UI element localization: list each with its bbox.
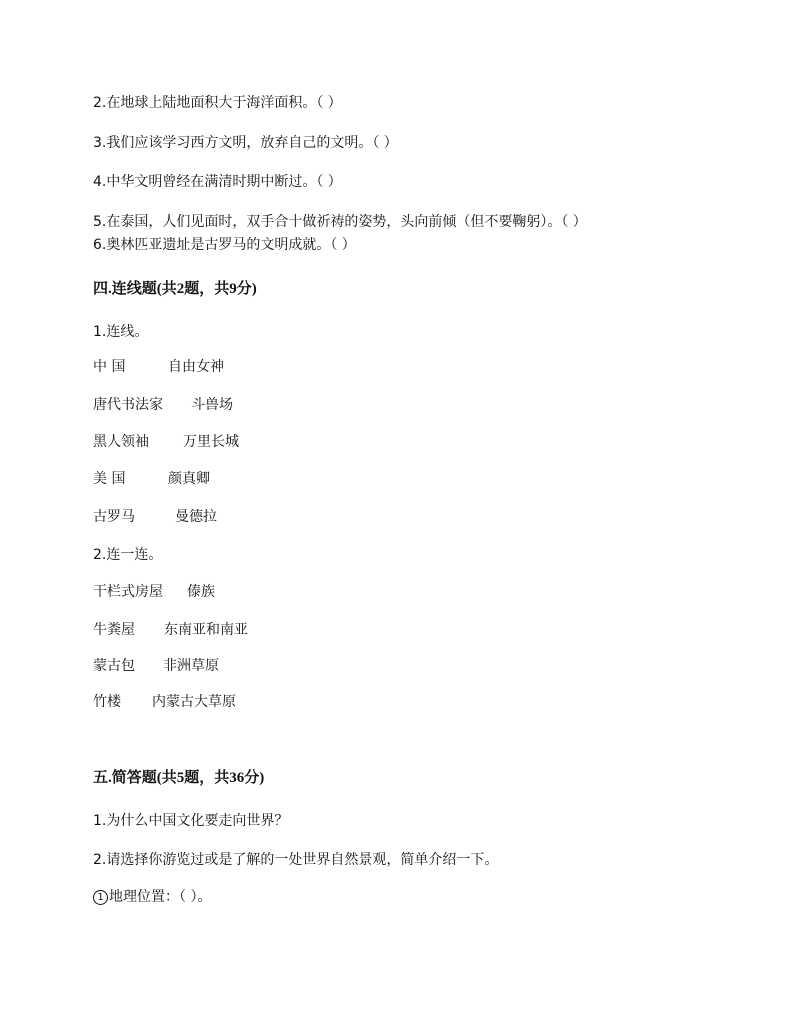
match-row [93, 508, 217, 526]
match-row [93, 433, 239, 451]
question-title: 1.连线。 [93, 324, 149, 340]
match-left: 蒙古包 [93, 658, 135, 674]
match-right: 傣族 [187, 584, 215, 600]
match-row [93, 583, 215, 601]
match-right: 内蒙古大草原 [152, 694, 236, 710]
match-left: 唐代书法家 [93, 397, 163, 413]
match-row [93, 657, 219, 675]
match-left: 竹楼 [93, 694, 121, 710]
circled-number: 1 [93, 890, 108, 905]
judgement-item: 3.我们应该学习西方文明，放弃自己的文明。（ ） [93, 135, 398, 151]
judgement-item: 4.中华文明曾经在满清时期中断过。（ ） [93, 174, 342, 190]
judgement-item: 2.在地球上陆地面积大于海洋面积。（ ） [93, 95, 342, 111]
match-left: 黑人领袖 [93, 434, 149, 450]
match-right: 斗兽场 [191, 397, 233, 413]
sub-question-text: 地理位置：（ ）。 [109, 889, 212, 905]
match-row [93, 396, 233, 414]
match-left: 牛粪屋 [93, 622, 135, 638]
question-item: 2.请选择你游览过或是了解的一处世界自然景观，简单介绍一下。 [93, 852, 499, 868]
match-row [93, 693, 236, 711]
question-title: 2.连一连。 [93, 547, 163, 563]
match-right: 非洲草原 [163, 658, 219, 674]
match-left: 美 国 [93, 471, 126, 487]
judgement-item: 5.在泰国，人们见面时，双手合十做祈祷的姿势，头向前倾（但不要鞠躬）。（ ） [93, 214, 587, 230]
match-left: 中 国 [93, 359, 126, 375]
match-row [93, 358, 224, 376]
sub-question [93, 888, 211, 906]
match-left: 古罗马 [93, 509, 135, 525]
match-right: 自由女神 [168, 359, 224, 375]
match-right: 颜真卿 [168, 471, 210, 487]
section-heading-short-answer: 五.简答题(共5题，共36分) [93, 770, 265, 786]
match-row [93, 470, 210, 488]
match-right: 东南亚和南亚 [164, 622, 248, 638]
match-left: 干栏式房屋 [93, 584, 163, 600]
question-item: 1.为什么中国文化要走向世界？ [93, 813, 289, 829]
match-right: 曼德拉 [175, 509, 217, 525]
match-right: 万里长城 [183, 434, 239, 450]
section-heading-matching: 四.连线题(共2题，共9分) [93, 281, 257, 297]
match-row [93, 621, 248, 639]
judgement-item: 6.奥林匹亚遗址是古罗马的文明成就。（ ） [93, 237, 356, 253]
